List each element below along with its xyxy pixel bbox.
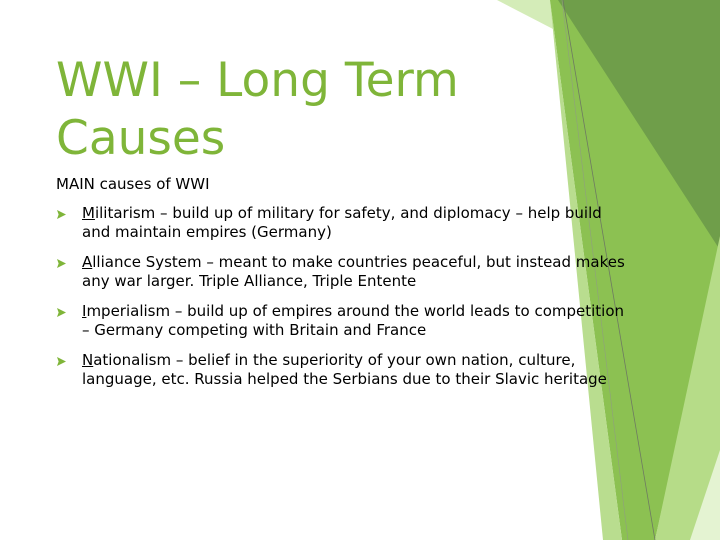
- bullet-militarism: [56, 204, 628, 241]
- bullet-first-letter: A: [82, 253, 93, 271]
- slide-subtitle: MAIN causes of WWI: [56, 175, 210, 193]
- bullet-text: ilitarism – build up of military for safety, and diplomacy – help build and maintain empires (Germany): [82, 204, 602, 241]
- bullet-list: [56, 204, 628, 400]
- green-arrow-bullet-icon: [57, 308, 66, 317]
- slide-title: [56, 52, 536, 168]
- bullet-text: mperialism – build up of empires around the world leads to competition – Germany competing with Britain and France: [82, 302, 625, 339]
- title-line-1: WWI – Long Term: [56, 53, 459, 108]
- bullet-text: lliance System – meant to make countries peaceful, but instead makes any war larger. Triple Alliance, Triple Entente: [82, 253, 625, 290]
- bullet-imperialism: [56, 302, 628, 339]
- green-arrow-bullet-icon: [57, 259, 66, 268]
- bullet-first-letter: N: [82, 351, 94, 369]
- bullet-nationalism: [56, 351, 628, 388]
- bullet-alliance-system: [56, 253, 628, 290]
- green-arrow-bullet-icon: [57, 210, 66, 219]
- green-arrow-bullet-icon: [57, 357, 66, 366]
- bullet-first-letter: M: [82, 204, 95, 222]
- bullet-text: ationalism – belief in the superiority of your own nation, culture, language, etc. Russia helped the Serbians due to their Slavic heritage: [82, 351, 607, 388]
- title-line-2: Causes: [56, 111, 226, 166]
- bullet-first-letter: I: [82, 302, 87, 320]
